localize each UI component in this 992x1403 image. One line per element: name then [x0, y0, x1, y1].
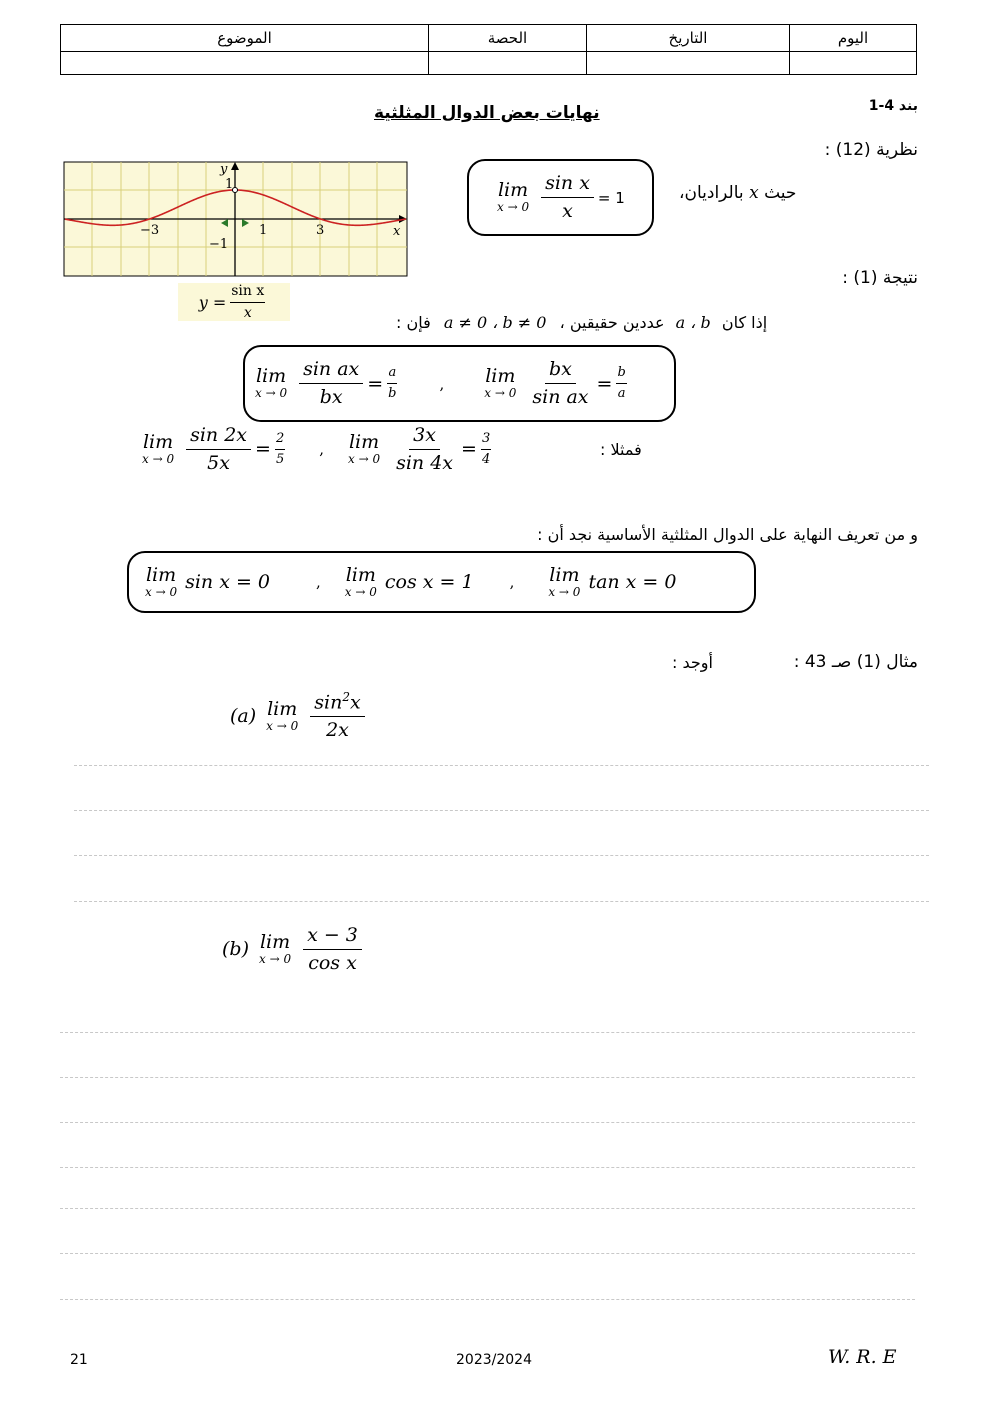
e1-rnum: 2	[275, 431, 285, 450]
e1-num: sin 2x	[186, 424, 251, 450]
theorem-where-var: x	[749, 183, 759, 203]
e1-lim: lim	[142, 431, 174, 454]
section-title: نهايات بعض الدوال المثلثية	[374, 103, 600, 123]
tick-neg1: −1	[209, 237, 229, 252]
example-intro-label: فمثلا :	[600, 440, 642, 459]
problem-b-tag: (b)	[222, 938, 249, 961]
b1-lim-sub: x → 0	[145, 584, 178, 599]
header-day: اليوم	[790, 25, 917, 52]
answer-line-b1	[60, 1032, 915, 1033]
theorem-where	[679, 183, 796, 203]
f1-rden: b	[388, 386, 397, 401]
corollary-box	[243, 345, 676, 422]
b2-expr: cos x = 1	[384, 570, 474, 593]
f1-lim-sub: x → 0	[255, 386, 288, 401]
footer-page-number: 21	[70, 1352, 88, 1368]
graph-caption	[178, 283, 290, 321]
problem-a-tag: (a)	[230, 704, 257, 727]
tick-neg3: −3	[140, 223, 160, 238]
axis-label-x: x	[393, 224, 401, 239]
corollary-sep: ,	[439, 374, 445, 393]
example-sep: ,	[319, 440, 324, 459]
f1-num: sin ax	[299, 358, 363, 384]
caption-lhs: y =	[198, 292, 227, 312]
pa-lim-sub: x → 0	[266, 718, 299, 733]
theorem-where-post: بالراديان،	[679, 183, 744, 203]
header-date-value	[587, 52, 790, 75]
header-date: التاريخ	[587, 25, 790, 52]
f2-rnum: b	[616, 365, 626, 384]
header-period-value	[429, 52, 587, 75]
header-day-value	[790, 52, 917, 75]
e1-eq: =	[255, 438, 271, 461]
e1-rden: 5	[275, 451, 285, 467]
example1-label: مثال (1) صـ 43 :	[793, 652, 918, 672]
theorem-box	[467, 159, 654, 236]
tick-pos1: 1	[259, 223, 268, 238]
answer-line-b2	[60, 1077, 915, 1078]
b2-lim-sub: x → 0	[344, 584, 377, 599]
answer-line-b5	[60, 1208, 915, 1209]
example-intro-formulas	[142, 424, 495, 475]
b3-lim-sub: x → 0	[548, 584, 581, 599]
pb-den: cos x	[308, 951, 357, 974]
theorem-numerator: sin x	[541, 172, 594, 198]
pa-num-exp: 2	[342, 690, 350, 704]
e1-lim-sub: x → 0	[142, 452, 175, 467]
pa-lim: lim	[267, 697, 298, 720]
header-period: الحصة	[429, 25, 587, 52]
pa-num-base: sin	[314, 691, 343, 714]
f2-rden: a	[617, 386, 626, 401]
f2-lim: lim	[485, 365, 516, 388]
footer-author: W. R. E	[828, 1346, 897, 1368]
theorem-label: نظرية (12) :	[824, 140, 918, 160]
section-label: بند 4-1	[868, 98, 918, 114]
answer-line-a3	[74, 855, 929, 856]
e1-den: 5x	[207, 451, 230, 474]
cond-real: عددين حقيقين ،	[559, 313, 665, 332]
example1-find: أوجد :	[672, 653, 713, 672]
cond-ineq: a ≠ 0 ، b ≠ 0	[443, 313, 547, 332]
header-table	[60, 24, 917, 75]
axis-label-y: y	[220, 162, 228, 177]
tick-one: 1	[225, 177, 234, 192]
pa-den: 2x	[326, 719, 349, 742]
b2-lim: lim	[345, 563, 376, 586]
basic-text: و من تعريف النهاية على الدوال المثلثية الأساسية نجد أن :	[537, 525, 918, 544]
pb-lim-sub: x → 0	[259, 952, 292, 967]
answer-line-a4	[74, 901, 929, 902]
f2-num: bx	[545, 358, 576, 384]
pb-num: x − 3	[303, 924, 362, 950]
basic-box	[127, 551, 756, 613]
e2-lim: lim	[348, 431, 380, 454]
b3-expr: tan x = 0	[588, 570, 677, 593]
problem-b	[222, 924, 366, 975]
caption-den: x	[243, 304, 252, 321]
e2-rnum: 3	[481, 431, 491, 450]
problem-a	[230, 690, 369, 742]
theorem-rhs: = 1	[597, 188, 625, 207]
caption-num: sin x	[230, 283, 265, 303]
cond-then: فإن :	[396, 313, 431, 332]
theorem-denominator: x	[562, 200, 573, 222]
e2-den: sin 4x	[396, 451, 454, 474]
theorem-where-pre: حيث	[764, 183, 797, 203]
theorem-lim: lim	[497, 179, 529, 202]
f1-rnum: a	[387, 365, 397, 384]
cond-vars: a ، b	[675, 313, 711, 332]
e2-num: 3x	[409, 424, 440, 450]
basic-sep-2: ,	[509, 572, 515, 591]
corollary-label: نتيجة (1) :	[842, 268, 918, 288]
b3-lim: lim	[549, 563, 580, 586]
f2-eq: =	[596, 372, 613, 395]
tick-pos3: 3	[316, 223, 325, 238]
b1-expr: sin x = 0	[185, 570, 270, 593]
answer-line-a2	[74, 810, 929, 811]
cond-if: إذا كان	[721, 313, 768, 332]
e2-eq: =	[461, 438, 477, 461]
answer-line-b4	[60, 1167, 915, 1168]
answer-line-b7	[60, 1299, 915, 1300]
sinc-graph	[63, 160, 408, 277]
basic-sep-1: ,	[316, 572, 321, 591]
header-subject: الموضوع	[61, 25, 429, 52]
f2-lim-sub: x → 0	[484, 386, 517, 401]
pa-num-var: x	[349, 691, 361, 714]
pb-lim: lim	[259, 931, 291, 954]
e2-lim-sub: x → 0	[348, 452, 381, 467]
f1-den: bx	[319, 386, 343, 408]
answer-line-b6	[60, 1253, 915, 1254]
answer-line-b3	[60, 1122, 915, 1123]
f1-eq: =	[367, 372, 384, 395]
e2-rden: 4	[481, 451, 491, 467]
f1-lim: lim	[255, 365, 287, 388]
answer-line-a1	[74, 765, 929, 766]
footer-year: 2023/2024	[456, 1352, 532, 1368]
theorem-lim-sub: x → 0	[497, 200, 530, 215]
corollary-condition	[396, 313, 767, 332]
header-subject-value	[61, 52, 429, 75]
f2-den: sin ax	[532, 386, 589, 408]
b1-lim: lim	[145, 563, 177, 586]
